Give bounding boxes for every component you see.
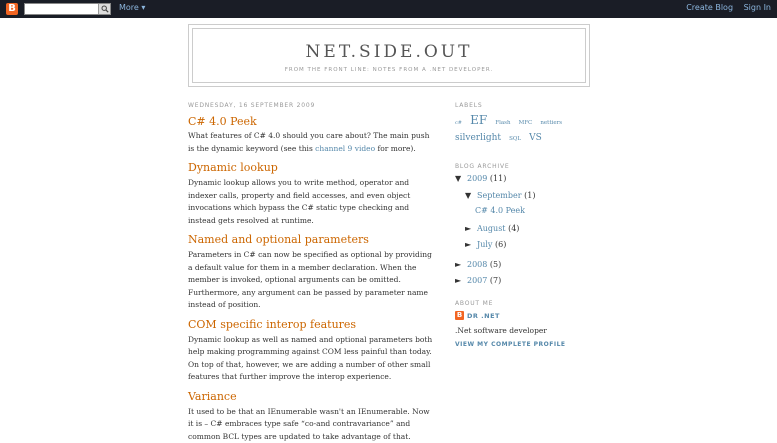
blog-description: FROM THE FRONT LINE: NOTES FROM A .NET DEVELOPER. <box>193 67 585 73</box>
archive-count: (4) <box>508 224 519 233</box>
archive-month-september[interactable]: September <box>477 191 522 200</box>
post-title[interactable]: C# 4.0 Peek <box>188 115 434 128</box>
archive-count: (7) <box>490 276 501 285</box>
blog-header <box>188 24 590 87</box>
archive-count: (5) <box>490 260 501 269</box>
archive-month-august[interactable]: August <box>477 224 506 233</box>
search-input[interactable] <box>24 3 111 15</box>
sidebar <box>455 102 605 348</box>
main-column <box>188 102 434 443</box>
label-link[interactable]: MFC <box>519 120 533 126</box>
section-heading: Dynamic lookup <box>188 161 434 174</box>
archive-year-2009[interactable]: 2009 <box>467 174 487 183</box>
archive-count: (11) <box>490 174 506 183</box>
post-intro <box>188 130 434 155</box>
archive-post-link[interactable]: C# 4.0 Peek <box>475 206 525 215</box>
about-heading: ABOUT ME <box>455 300 605 307</box>
blogger-profile-icon: B <box>455 311 464 320</box>
archive-heading: BLOG ARCHIVE <box>455 163 605 170</box>
author-name-link[interactable]: DR .NET <box>467 312 500 320</box>
expand-triangle-down-icon[interactable]: ▼ <box>465 191 471 200</box>
archive-month-july[interactable]: July <box>477 240 492 249</box>
more-menu[interactable]: More ▾ <box>119 3 145 12</box>
archive-count: (1) <box>524 191 535 200</box>
section-heading: COM specific interop features <box>188 318 434 331</box>
collapse-triangle-right-icon[interactable]: ► <box>465 240 471 249</box>
post-date: WEDNESDAY, 16 SEPTEMBER 2009 <box>188 102 434 109</box>
label-link[interactable]: EF <box>470 113 487 127</box>
section-heading: Named and optional parameters <box>188 233 434 246</box>
blog-archive <box>455 174 605 300</box>
collapse-triangle-right-icon[interactable]: ► <box>465 224 471 233</box>
search-icon <box>101 5 109 13</box>
label-cloud <box>455 113 605 145</box>
expand-triangle-down-icon[interactable]: ▼ <box>455 174 461 183</box>
section-heading: Variance <box>188 390 434 403</box>
label-link[interactable]: SQL <box>509 136 521 142</box>
section-text: It used to be that an IEnumerable wasn't an IEnumerable. Now it is – C# embraces type safe “co-and contravariance” and common BCL types are updated to take advantage of that. <box>188 406 434 443</box>
archive-count: (6) <box>495 240 506 249</box>
blog-title[interactable]: NET.SIDE.OUT <box>193 42 585 62</box>
view-profile-link[interactable]: VIEW MY COMPLETE PROFILE <box>455 341 605 348</box>
section-text: Dynamic lookup allows you to write method, operator and indexer calls, property and field accesses, and even object invocations which bypass the C# static type checking and instead gets resolved at runtime. <box>188 177 434 227</box>
label-link[interactable]: VS <box>529 133 542 143</box>
archive-year-2007[interactable]: 2007 <box>467 276 487 285</box>
sign-in-link[interactable]: Sign In <box>744 3 771 12</box>
blogger-logo-icon[interactable]: B <box>6 3 18 15</box>
post-intro-text-end: for more). <box>375 144 416 153</box>
navbar <box>0 0 777 18</box>
post-intro-text: What features of C# 4.0 should you care about? The main push is the dynamic keyword (see this <box>188 131 429 153</box>
author-description: .Net software developer <box>455 326 605 335</box>
label-link[interactable]: c# <box>455 120 462 126</box>
section-text: Dynamic lookup as well as named and optional parameters both help making programming against COM less painful than today. On top of that, however, we are adding a number of other small features that further improve the interop experience. <box>188 334 434 384</box>
label-link[interactable]: nettiers <box>540 120 562 126</box>
section-text: Parameters in C# can now be specified as optional by providing a default value for them in a member declaration. When the member is invoked, optional arguments can be omitted. Furthermore, any argument can be passed by parameter name instead of position. <box>188 249 434 312</box>
search-button[interactable] <box>98 4 110 14</box>
labels-heading: LABELS <box>455 102 605 109</box>
collapse-triangle-right-icon[interactable]: ► <box>455 260 461 269</box>
label-link[interactable]: Flash <box>495 120 510 126</box>
collapse-triangle-right-icon[interactable]: ► <box>455 276 461 285</box>
create-blog-link[interactable]: Create Blog <box>686 3 733 12</box>
archive-year-2008[interactable]: 2008 <box>467 260 487 269</box>
label-link[interactable]: silverlight <box>455 133 501 143</box>
channel9-video-link[interactable]: channel 9 video <box>315 144 375 153</box>
